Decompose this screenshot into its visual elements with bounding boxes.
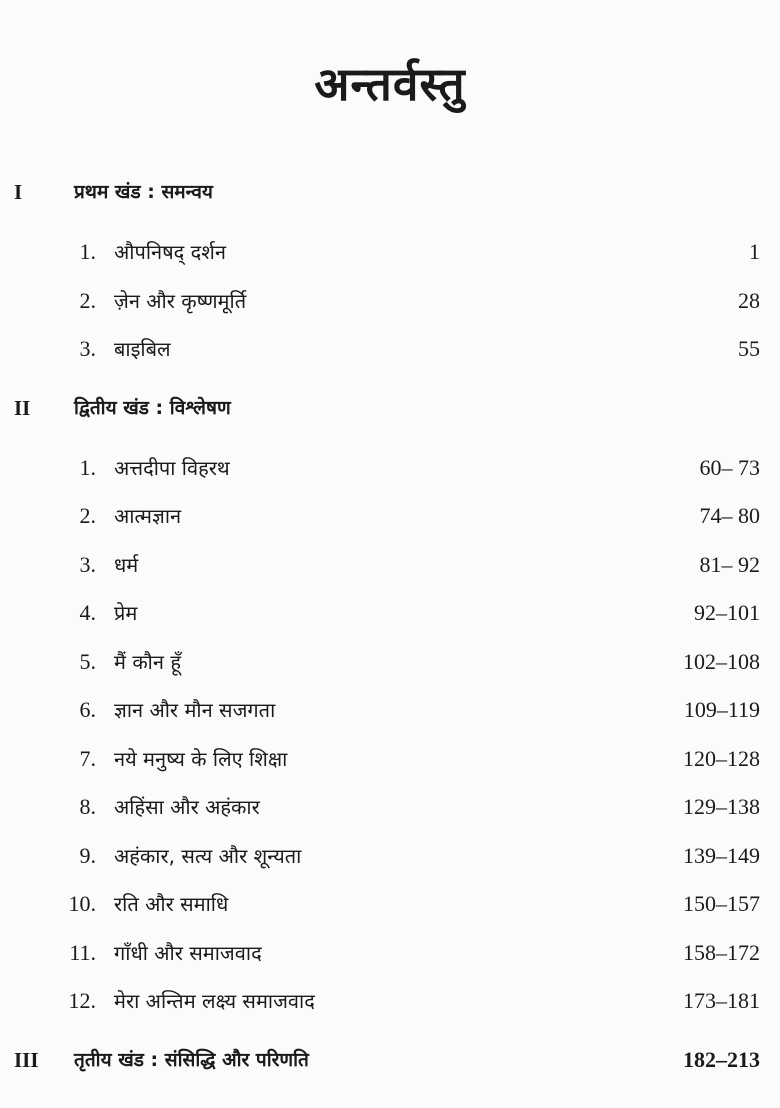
- toc-entry: [0, 832, 780, 881]
- entry-number: 3.: [79, 336, 96, 361]
- entry-page: 1: [749, 239, 760, 264]
- section-title: प्रथम खंड : समन्वय: [74, 181, 213, 203]
- entry-page: 129–138: [683, 794, 760, 819]
- entry-page: 150–157: [683, 891, 760, 916]
- entry-page: 28: [738, 287, 760, 313]
- entry-page: 120–128: [683, 745, 760, 771]
- entry-title: बाइबिल: [114, 337, 171, 361]
- entry-title: गाँधी और समाजवाद: [114, 940, 262, 965]
- section-page: 182–213: [683, 1046, 760, 1072]
- section-title: तृतीय खंड : संसिद्धि और परिणति: [74, 1048, 309, 1071]
- entry-number: 1.: [79, 239, 96, 264]
- entry-page: 109–119: [683, 697, 760, 722]
- page-title: अन्तर्वस्तु: [314, 57, 466, 111]
- entry-page: 92–101: [694, 600, 760, 625]
- entry-number: 1.: [79, 454, 96, 480]
- table-of-contents: [0, 168, 780, 1090]
- entry-title: ज़ेन और कृष्णमूर्ति: [114, 288, 247, 313]
- entry-title: आत्मज्ञान: [114, 504, 182, 528]
- entry-number: 4.: [79, 600, 96, 625]
- entry-number: 12.: [68, 988, 96, 1013]
- toc-section-heading: [0, 384, 780, 438]
- entry-number: 3.: [79, 551, 96, 577]
- entry-page: 102–108: [683, 648, 760, 674]
- toc-entry: [0, 638, 780, 687]
- entry-title: मैं कौन हूँ: [114, 649, 181, 674]
- section-title: द्वितीय खंड : विश्लेषण: [74, 396, 231, 419]
- entry-title: औपनिषद् दर्शन: [114, 240, 226, 264]
- entry-title: ज्ञान और मौन सजगता: [114, 698, 276, 722]
- section-numeral: I: [14, 180, 23, 204]
- entry-title: धर्म: [114, 552, 139, 577]
- entry-title: अहिंसा और अहंकार: [114, 795, 260, 819]
- entry-page: 55: [738, 336, 760, 361]
- entry-number: 8.: [79, 794, 96, 819]
- toc-entry: [0, 277, 780, 326]
- toc-entry: [0, 686, 780, 735]
- entry-number: 11.: [69, 939, 96, 965]
- toc-entry: [0, 228, 780, 277]
- section-numeral: II: [14, 395, 31, 420]
- section-numeral: III: [14, 1047, 39, 1072]
- entry-title: रति और समाधि: [114, 892, 229, 916]
- entry-title: अत्तदीपा विहरथ: [114, 455, 230, 480]
- toc-section-heading: [0, 1036, 780, 1090]
- entry-number: 6.: [79, 697, 96, 722]
- toc-entry: [0, 492, 780, 541]
- toc-entry: [0, 977, 780, 1026]
- entry-page: 139–149: [683, 842, 760, 868]
- toc-entry: [0, 735, 780, 784]
- entry-page: 81– 92: [699, 551, 760, 577]
- toc-entry: [0, 325, 780, 374]
- entry-number: 9.: [79, 842, 96, 868]
- toc-section-heading: [0, 168, 780, 222]
- entry-title: अहंकार, सत्य और शून्यता: [114, 843, 302, 868]
- entry-title: मेरा अन्तिम लक्ष्य समाजवाद: [114, 989, 315, 1013]
- toc-entry: [0, 589, 780, 638]
- toc-entry: [0, 929, 780, 978]
- toc-entry: [0, 880, 780, 929]
- toc-entry: [0, 444, 780, 493]
- entry-page: 74– 80: [699, 503, 760, 528]
- entry-title: नये मनुष्य के लिए शिक्षा: [114, 746, 288, 771]
- entry-number: 10.: [68, 891, 96, 916]
- toc-entry: [0, 783, 780, 832]
- entry-number: 2.: [79, 503, 96, 528]
- entry-page: 158–172: [683, 939, 760, 965]
- toc-entry: [0, 541, 780, 590]
- entry-page: 60– 73: [699, 454, 760, 480]
- entry-title: प्रेम: [114, 601, 138, 625]
- entry-number: 5.: [79, 648, 96, 674]
- entry-number: 7.: [79, 745, 96, 771]
- entry-page: 173–181: [683, 988, 760, 1013]
- entry-number: 2.: [79, 287, 96, 313]
